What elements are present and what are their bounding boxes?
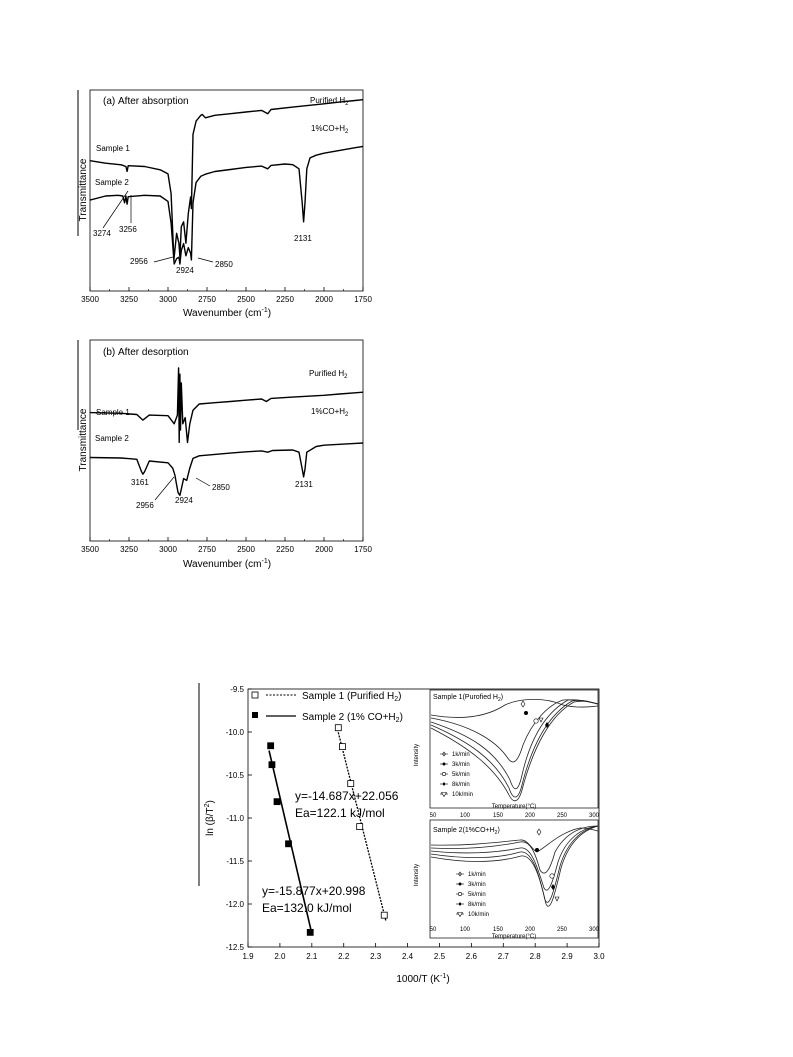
ftir-desorption-panel <box>78 340 372 570</box>
x-tick-label: 3500 <box>81 295 99 304</box>
inset-x-tick: 200 <box>524 813 536 819</box>
inset-legend-10k: 10k/min <box>468 912 490 918</box>
inset-legend-5k: 5k/min <box>468 892 486 898</box>
peak-label-2956: 2956 <box>136 501 154 510</box>
x-tick-label: 3500 <box>81 545 99 554</box>
inset-legend-8k: 8k/min <box>468 902 486 908</box>
inset-x-label: Temperature(°C) <box>491 934 537 940</box>
data-point-sample-1 <box>339 744 345 750</box>
x-tick-label: 2.5 <box>433 952 446 961</box>
panel-title: After desorption <box>118 347 189 358</box>
inset-x-tick: 100 <box>459 813 471 819</box>
x-tick-label: 2250 <box>276 295 294 304</box>
x-tick-label: 3.0 <box>593 952 605 961</box>
x-axis-label: 1000/T $(K^{-1})$ <box>396 973 450 985</box>
x-axis-label: Wavenumber $(cm^{-1})$ <box>182 558 272 570</box>
x-tick-label: 1.9 <box>242 952 254 961</box>
x-axis-ticks <box>81 287 372 304</box>
peak-label-2924: 2924 <box>176 266 194 275</box>
data-point-sample-1 <box>348 781 354 787</box>
peak-label-3274: 3274 <box>93 229 111 238</box>
x-tick-label: 2500 <box>237 295 255 304</box>
inset-legend-8k: 8k/min <box>452 782 470 788</box>
y-tick-label: -10.0 <box>225 728 244 737</box>
ea-sample-1: Ea=122.1 kJ/mol <box>295 806 385 820</box>
inset-title: Sample $2(1\%CO+H_2)$ <box>433 827 500 836</box>
inset-legend-1k: 1k/min <box>452 752 470 758</box>
inset-frame <box>430 690 598 808</box>
peak-annotations <box>93 191 312 275</box>
legend-marker-sample-1 <box>252 692 258 698</box>
x-tick-label: 1750 <box>354 295 372 304</box>
inset-x-tick: 50 <box>429 927 437 933</box>
y-tick-label: -12.0 <box>225 900 244 909</box>
inset-x-tick: 250 <box>556 927 568 933</box>
x-tick-label: 2.1 <box>306 952 318 961</box>
x-tick-label: 2250 <box>276 545 294 554</box>
x-tick-label: 2000 <box>315 295 333 304</box>
x-tick-label: 2.9 <box>561 952 573 961</box>
x-tick-label: 3250 <box>120 295 138 304</box>
inset-x-tick: 150 <box>492 927 504 933</box>
inset-x-tick: 100 <box>459 927 471 933</box>
ea-sample-2: Ea=132.0 kJ/mol <box>262 901 352 915</box>
peak-label-2850: 2850 <box>215 260 233 269</box>
panel-label: (a) <box>103 96 116 107</box>
equation-sample-1: y=-14.687x+22.056 <box>295 789 399 803</box>
y-tick-label: -10.5 <box>225 771 244 780</box>
inset-legend-1k: 1k/min <box>468 872 486 878</box>
y-axis-label: Transmittance <box>78 408 89 472</box>
x-tick-label: 2.0 <box>274 952 286 961</box>
inset-x-tick: 300 <box>588 813 600 819</box>
data-point-sample-1 <box>381 912 387 918</box>
series-label-sample-1: Sample 1 <box>96 144 130 153</box>
x-tick-label: 2750 <box>198 295 216 304</box>
y-tick-label: -9.5 <box>230 685 244 694</box>
inset-x-tick: 50 <box>429 813 437 819</box>
peak-label-2131: 2131 <box>295 480 313 489</box>
y-axis-label: $\ln (\beta/T^2)$ <box>204 800 216 836</box>
ftir-absorption-panel <box>78 90 372 319</box>
data-point-sample-1 <box>335 725 341 731</box>
x-axis-label: Wavenumber $(cm^{-1})$ <box>182 307 272 319</box>
peak-label-3161: 3161 <box>131 478 149 487</box>
spectrum-line-sample-1 <box>90 368 363 442</box>
peak-label-2131: 2131 <box>294 234 312 243</box>
x-tick-label: 2.6 <box>465 952 477 961</box>
y-tick-label: -11.0 <box>226 814 244 823</box>
x-tick-label: 2.2 <box>338 952 350 961</box>
x-axis-ticks <box>81 537 372 554</box>
dsc-inset-sample-2 <box>414 820 600 940</box>
inset-y-label: Intensity <box>414 863 420 887</box>
legend-label-sample-1: Sample 1 (Purified $H_2$) <box>302 691 402 703</box>
condition-label-purified: Purified $H_2$ <box>310 96 349 107</box>
x-tick-label: 2.7 <box>497 952 509 961</box>
legend-label-sample-2: Sample 2 (1% $CO+H_2$) <box>302 712 403 724</box>
legend <box>252 691 403 724</box>
data-point-sample-2 <box>286 841 292 847</box>
inset-x-tick: 250 <box>556 813 568 819</box>
data-point-sample-2 <box>274 799 280 805</box>
x-tick-label: 1750 <box>354 545 372 554</box>
inset-x-label: Temperature(°C) <box>491 804 537 810</box>
inset-legend-5k: 5k/min <box>452 772 470 778</box>
x-tick-label: 2500 <box>237 545 255 554</box>
data-point-sample-1 <box>357 824 363 830</box>
x-tick-label: 3250 <box>120 545 138 554</box>
series-label-sample-1: Sample 1 <box>96 408 130 417</box>
peak-label-2850: 2850 <box>212 483 230 492</box>
peak-label-3256: 3256 <box>119 225 137 234</box>
inset-legend-3k: 3k/min <box>452 762 470 768</box>
inset-y-label: Intensity <box>414 743 420 767</box>
condition-label-purified: Purified $H_2$ <box>309 369 348 380</box>
equation-sample-2: y=-15.877x+20.998 <box>262 884 366 898</box>
legend-marker-sample-2 <box>252 712 258 718</box>
inset-x-tick: 300 <box>588 927 600 933</box>
inset-x-tick: 150 <box>492 813 504 819</box>
y-tick-label: -12.5 <box>225 943 244 952</box>
inset-title: Sample 1(Purofied $H_2$) <box>433 694 504 703</box>
data-point-sample-2 <box>307 929 313 935</box>
y-tick-label: -11.5 <box>226 857 244 866</box>
x-tick-label: 2000 <box>315 545 333 554</box>
inset-legend-10k: 10k/min <box>452 792 474 798</box>
series-label-sample-2: Sample 2 <box>95 434 129 443</box>
panel-title: After absorption <box>118 96 189 107</box>
x-tick-label: 2.4 <box>401 952 414 961</box>
x-tick-label: 3000 <box>159 545 177 554</box>
data-point-sample-2 <box>268 743 274 749</box>
spectra <box>90 368 363 495</box>
peak-label-2924: 2924 <box>175 496 193 505</box>
inset-legend-3k: 3k/min <box>468 882 486 888</box>
x-tick-label: 3000 <box>159 295 177 304</box>
y-axis-label: Transmittance <box>78 158 89 222</box>
peak-annotations <box>131 477 313 510</box>
inset-x-ticks <box>430 813 600 819</box>
condition-label-co: $1\%CO+H_2$ <box>311 407 349 418</box>
inset-x-tick: 200 <box>524 927 536 933</box>
condition-label-co: $1\%CO+H_2$ <box>311 124 349 135</box>
dsc-inset-sample-1 <box>414 690 600 819</box>
x-tick-label: 2750 <box>198 545 216 554</box>
kissinger-plot <box>199 683 605 985</box>
data-point-sample-2 <box>269 762 275 768</box>
panel-label: (b) <box>103 347 116 358</box>
x-tick-label: 2.8 <box>529 952 541 961</box>
x-tick-label: 2.3 <box>370 952 382 961</box>
peak-label-2956: 2956 <box>130 257 148 266</box>
series-label-sample-2: Sample 2 <box>95 178 129 187</box>
